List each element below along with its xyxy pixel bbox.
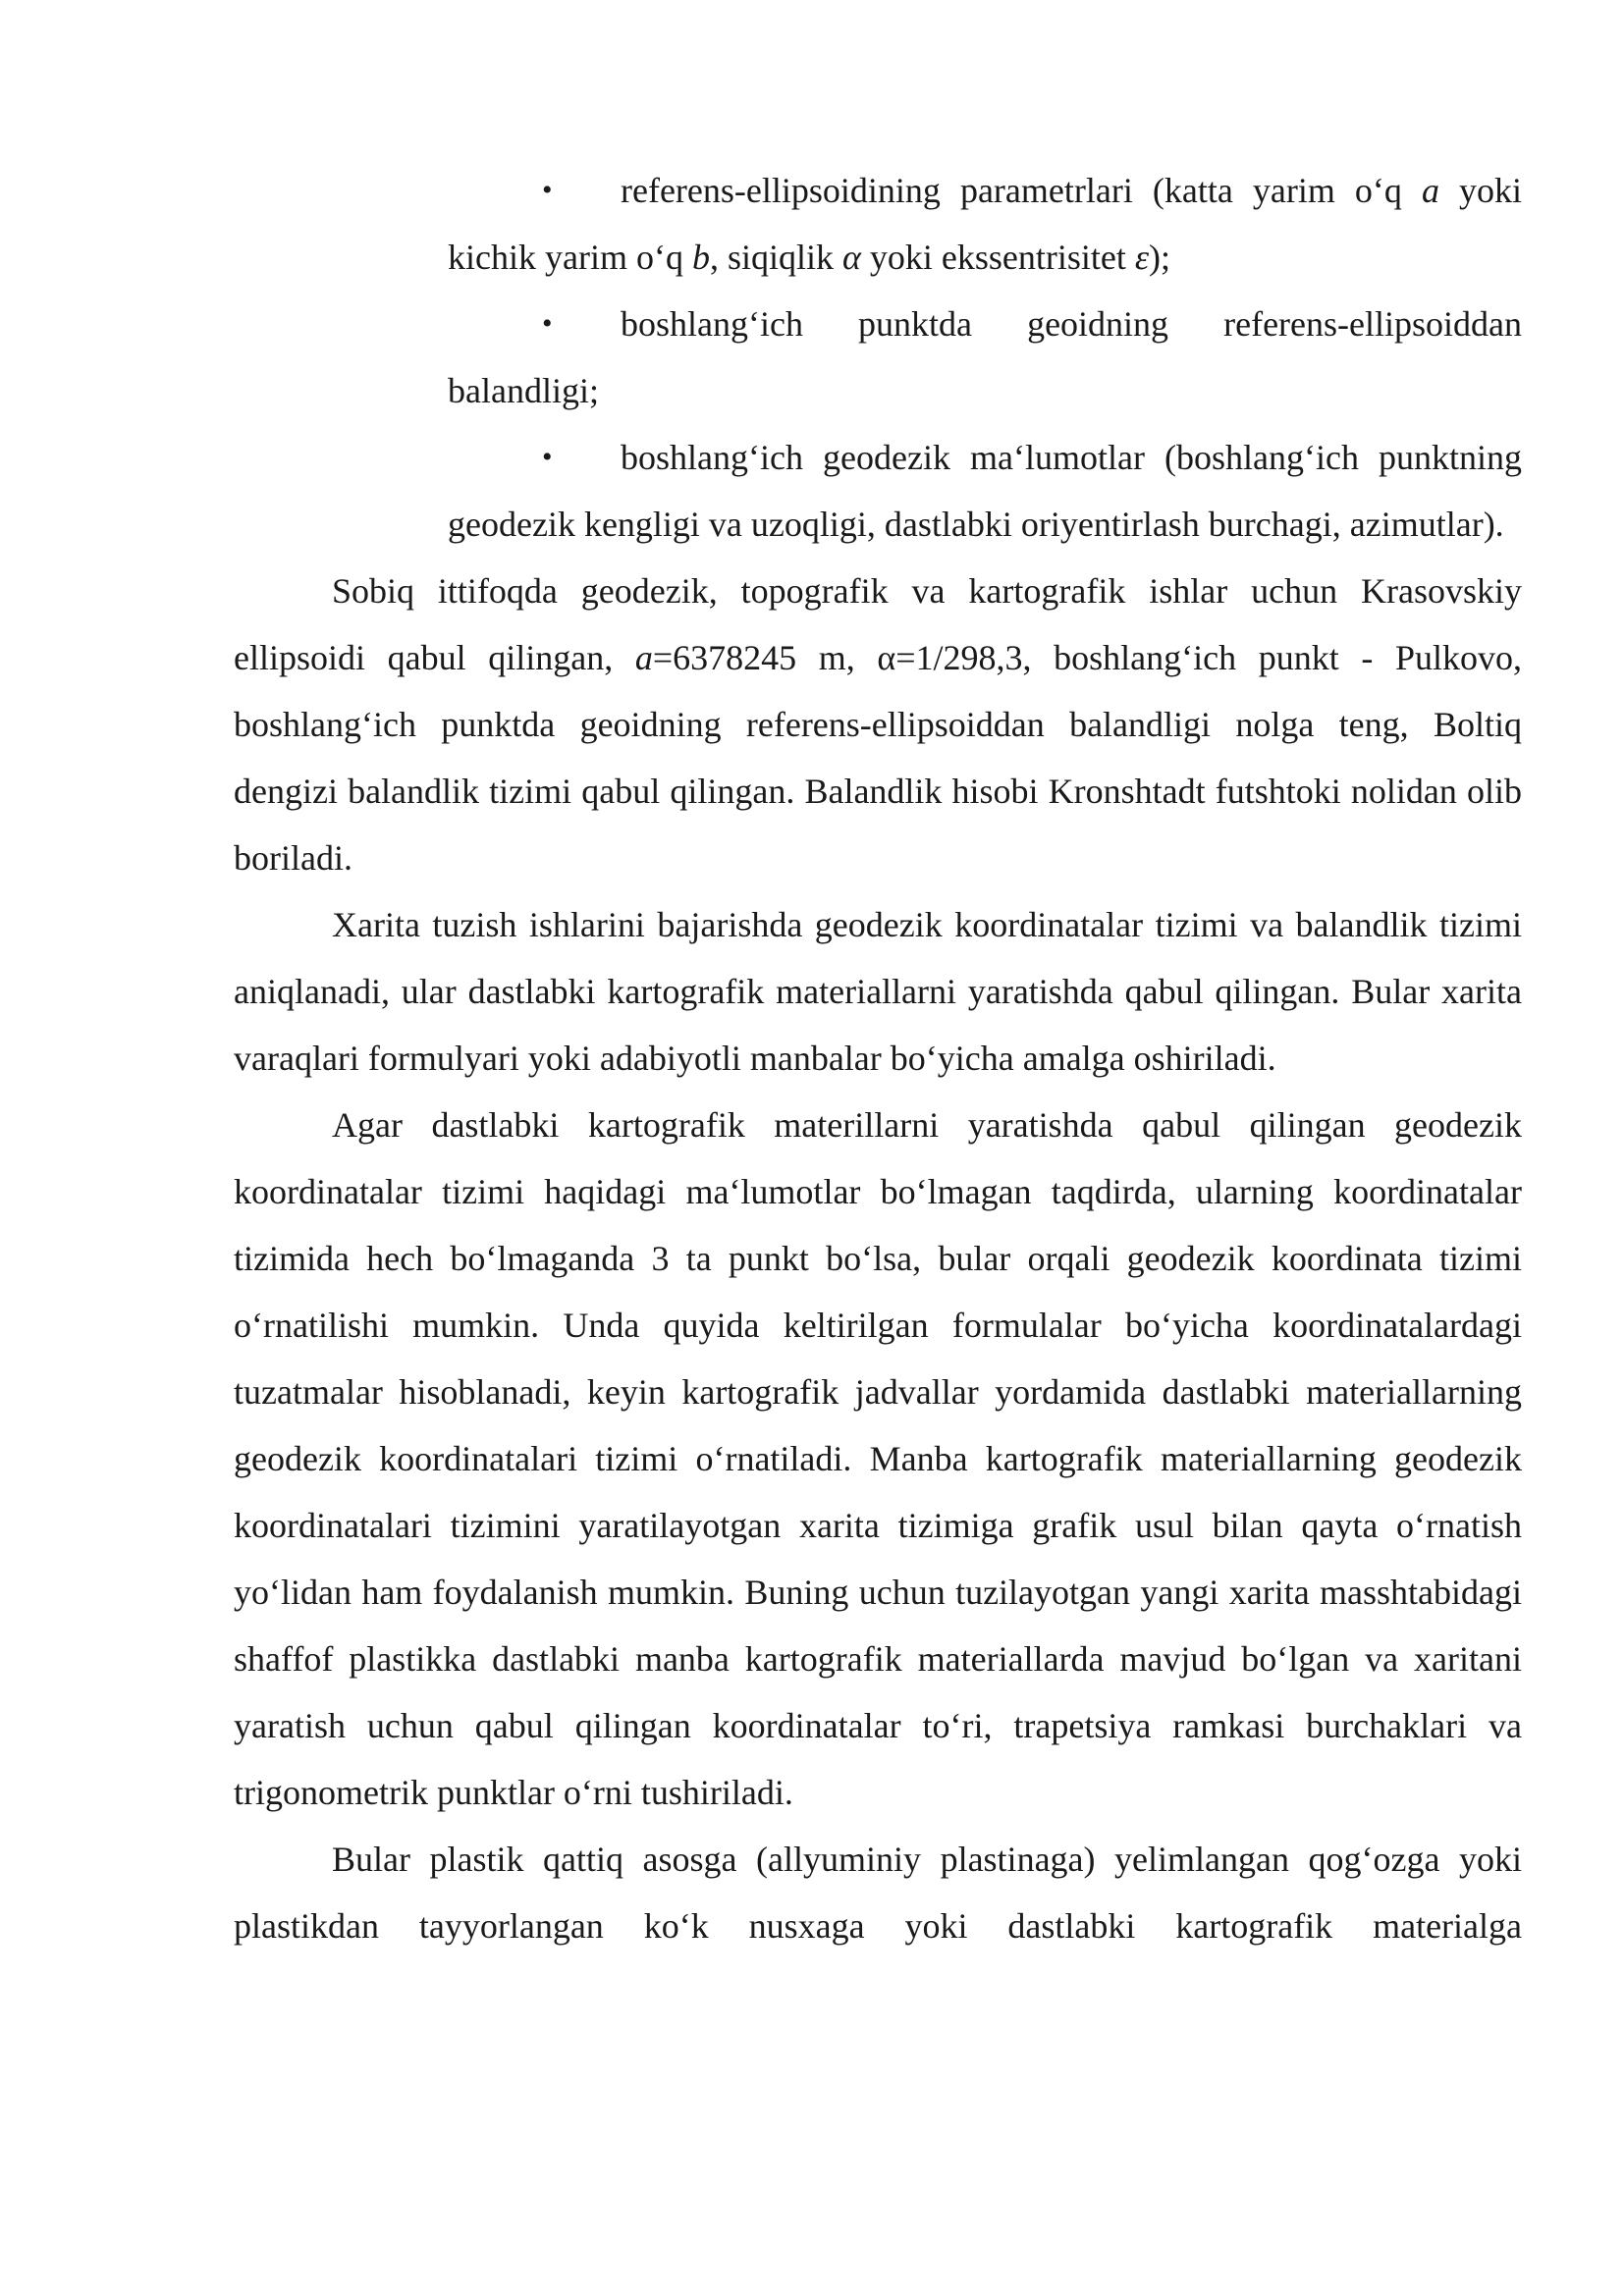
paragraph-krasovskiy-ellipsoid: Sobiq ittifoqda geodezik, topografik va kartografik ishlar uchun Krasovskiy ellipsoidi qabul qilingan, a=6378245 m, α=1/298,3, boshlangʻich punkt - Pulkovo, boshlangʻich punktda geoidning referens-ellipsoiddan balandligi nolga teng, Boltiq dengizi balandlik tizimi qabul qilingan. Balandlik hisobi Kronshtadt futshtoki nolidan olib boriladi. (234, 571, 1522, 878)
bullet-icon: • (542, 174, 553, 206)
bullet-icon: • (542, 441, 553, 473)
bullet-icon: • (542, 307, 553, 340)
bullet-item-geoid-height: • boshlangʻich punktda geoidning referens-ellipsoiddan balandligi; (448, 291, 1522, 424)
bullet-item-initial-geodetic-data: • boshlangʻich geodezik maʻlumotlar (boshlangʻich punktning geodezik kengligi va uzoqligi, dastlabki oriyentirlash burchagi, azimutlar). (448, 424, 1522, 558)
bullet-list (448, 157, 1522, 558)
paragraph-graphic-method: Agar dastlabki kartografik materillarni yaratishda qabul qilingan geodezik koordinatalar tizimi haqidagi maʻlumotlar boʻlmagan taqdirda, ularning koordinatalar tizimida hech boʻlmaganda 3 ta punkt boʻlsa, bular orqali geodezik koordinata tizimi oʻrnatilishi mumkin. Unda quyida keltirilgan formulalar boʻyicha koordinatalardagi tuzatmalar hisoblanadi, keyin kartografik jadvallar yordamida dastlabki materiallarning geodezik koordinatalari tizimi oʻrnatiladi. Manba kartografik materiallarning geodezik koordinatalari tizimini yaratilayotgan xarita tizimiga grafik usul bilan qayta oʻrnatish yoʻlidan ham foydalanish mumkin. Buning uchun tuzilayotgan yangi xarita masshtabidagi shaffof plastikka dastlabki manba kartografik materiallarda mavjud boʻlgan va xaritani yaratish uchun qabul qilingan koordinatalar toʻri, trapetsiya ramkasi burchaklari va trigonometrik punktlar oʻrni tushiriladi. (234, 1105, 1522, 1812)
paragraph-coordinate-system: Xarita tuzish ishlarini bajarishda geodezik koordinatalar tizimi va balandlik tizimi aniqlanadi, ular dastlabki kartografik materiallarni yaratishda qabul qilingan. Bular xarita varaqlari formulyari yoki adabiyotli manbalar boʻyicha amalga oshiriladi. (234, 905, 1522, 1078)
bullet-item-ellipsoid-parameters: • referens-ellipsoidining parametrlari (katta yarim oʻq a yoki kichik yarim oʻq b, siqiqlik α yoki ekssentrisitet ε); (448, 157, 1522, 291)
paragraph-plastic-base: Bular plastik qattiq asosga (allyuminiy plastinaga) yelimlangan qogʻozga yoki plastikdan tayyorlangan koʻk nusxaga yoki dastlabki kartografik materialga (234, 1840, 1522, 1946)
document-page (234, 157, 1522, 1959)
